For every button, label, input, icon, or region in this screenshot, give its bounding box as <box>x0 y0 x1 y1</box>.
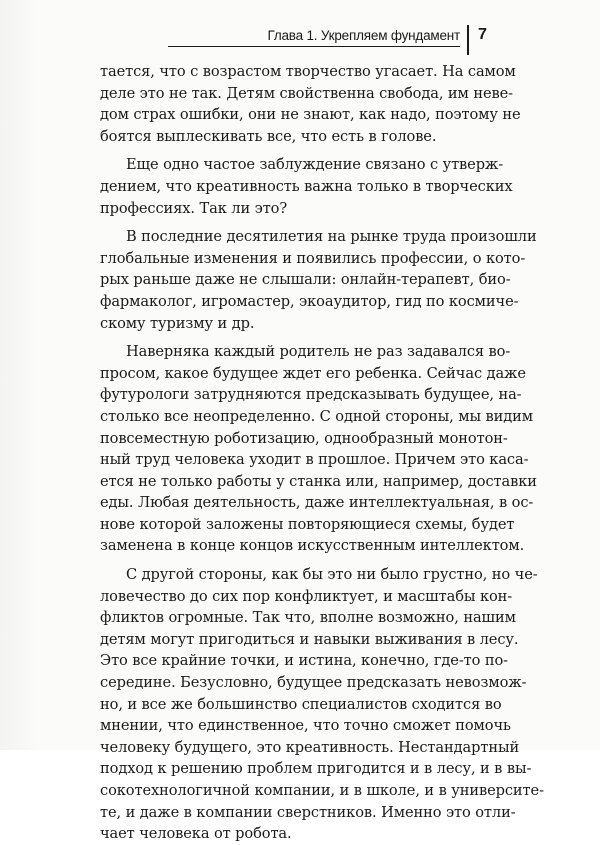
text-line: скому туризму и др. <box>100 314 255 332</box>
text-line: футурологи затрудняются предсказывать будущее, на- <box>100 386 522 404</box>
text-line: Еще одно частое заблуждение связано с утверж- <box>126 156 504 174</box>
text-line: человеку будущего, это креативность. Нестандартный <box>100 738 520 756</box>
text-line: В последние десятилетия на рынке труда произошли <box>126 228 537 246</box>
text-line: тается, что с возрастом творчество угасает. На самом <box>100 63 516 80</box>
paragraph <box>100 564 544 845</box>
text-line: глобальные изменения и появились профессии, о кото- <box>100 249 526 267</box>
text-line: детям могут пригодиться и навыки выживания в лесу. <box>100 630 519 648</box>
text-line: ловечество до сих пор конфликтует, и масштабы кон- <box>100 587 513 605</box>
text-line: ный труд человека уходит в прошлое. Причем это каса- <box>100 451 529 469</box>
text-line: чает человека от робота. <box>100 825 292 843</box>
paragraph <box>100 341 537 557</box>
page-number: 7 <box>478 26 487 43</box>
paragraph <box>100 154 513 219</box>
text-line: сокотехнологичной компании, и в школе, и в университе- <box>100 782 544 799</box>
text-line: те, и даже в компании сверстников. Именно это отли- <box>100 803 516 821</box>
page-gutter-shadow <box>0 0 40 750</box>
text-line: подход к решению проблем пригодится и в лесу, и в вы- <box>100 760 532 778</box>
text-line: просом, какое будущее ждет его ребенка. Сейчас даже <box>100 364 526 382</box>
text-line: но, и все же большинство специалистов сходится во <box>100 695 502 713</box>
body-text <box>100 61 544 845</box>
paragraph <box>100 61 521 147</box>
text-line: деле это не так. Детям свойственна свобода, им невe- <box>100 84 513 102</box>
text-line: мнении, что единственное, что точно сможет помочь <box>100 717 511 735</box>
text-line: нове которой заложены повторяющиеся схемы, будет <box>100 515 515 533</box>
text-line: профессиях. Так ли это? <box>100 199 288 217</box>
text-line: еды. Любая деятельность, даже интеллектуальная, в ос- <box>100 494 534 512</box>
text-line: середине. Безусловно, будущее предсказать невозмож- <box>100 674 527 692</box>
text-line: фармаколог, игромастер, экоаудитор, гид по космиче- <box>100 292 519 310</box>
text-line: ется не только работы у станка или, например, доставки <box>100 472 537 490</box>
text-line: заменена в конце концов искусственным интеллектом. <box>100 537 525 555</box>
text-line: дением, что креативность важна только в творческих <box>100 177 513 195</box>
text-line: С другой стороны, как бы это ни было грустно, но че- <box>126 566 538 584</box>
text-line: Это все крайние точки, и истина, конечно, где-то по- <box>100 652 509 670</box>
text-line: столько все неопределенно. С одной стороны, мы видим <box>100 407 534 425</box>
paragraph <box>100 226 537 334</box>
text-line: Наверняка каждый родитель не раз задавался во- <box>126 343 511 361</box>
text-line: фликтов огромные. Так что, вполне возможно, нашим <box>100 609 516 627</box>
text-line: рых раньше даже не слышали: онлайн-терапевт, био- <box>100 271 511 289</box>
running-head-title: Глава 1. Укрепляем фундамент <box>267 28 460 43</box>
text-line: дом страх ошибки, они не знают, как надо, поэтому не <box>100 106 521 124</box>
running-head-rule <box>168 46 460 47</box>
running-head-divider <box>467 25 469 55</box>
text-line: повсеместную роботизацию, однообразный монотон- <box>100 429 508 447</box>
text-line: боятся выплескивать все, что есть в голове. <box>100 127 437 145</box>
